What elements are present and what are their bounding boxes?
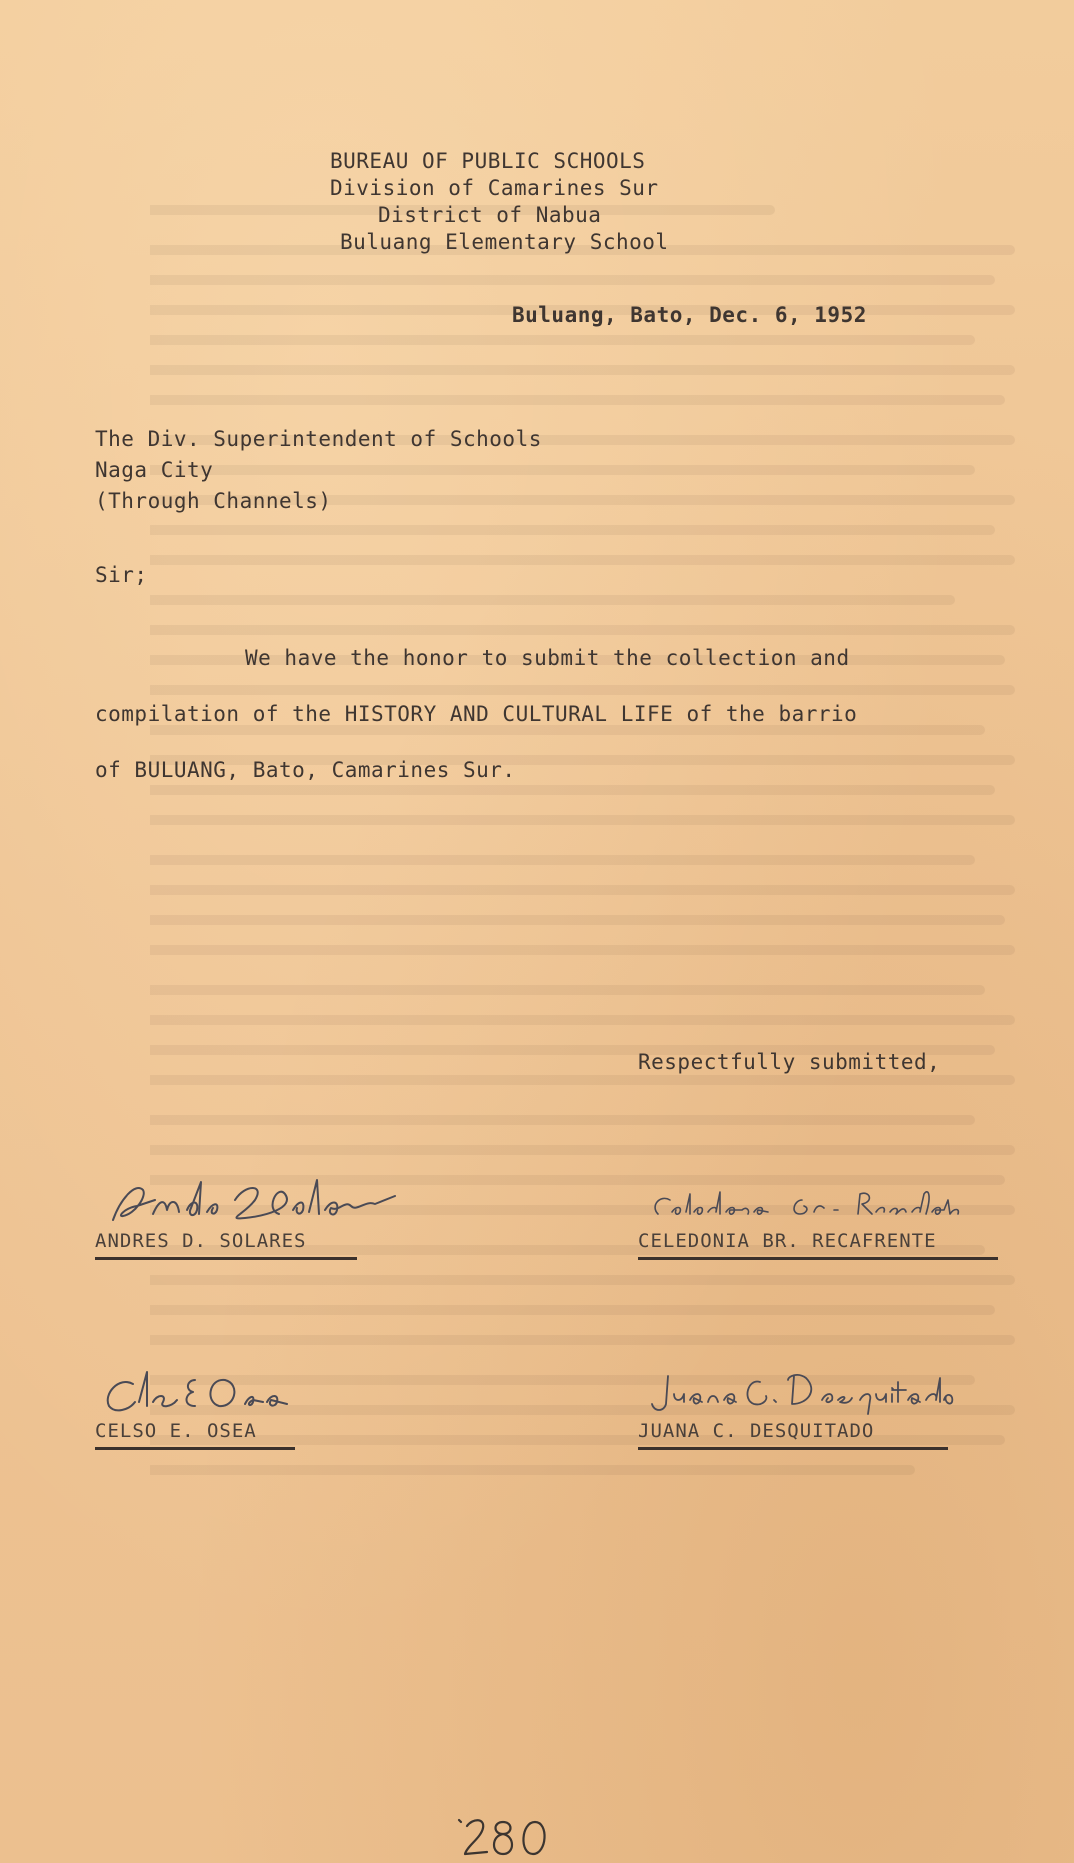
signatory-name-osea: CELSO E. OSEA: [95, 1420, 257, 1442]
signature-block-osea: [95, 1360, 455, 1450]
signature-underline: [638, 1257, 998, 1260]
bleed-through-texture: [150, 180, 1030, 1692]
letterhead-bureau: BUREAU OF PUBLIC SCHOOLS: [330, 149, 646, 173]
signature-underline: [638, 1447, 948, 1450]
signature-block-solares: [95, 1170, 455, 1260]
addressee-block: [95, 424, 542, 517]
handwritten-page-number: [455, 1812, 565, 1862]
addressee-routing: (Through Channels): [95, 489, 332, 513]
signatory-name-solares: ANDRES D. SOLARES: [95, 1230, 307, 1252]
signature-underline: [95, 1257, 357, 1260]
letterhead: [330, 148, 669, 256]
bleed-through-lines: [150, 180, 1030, 1680]
signature-block-recafrente: [638, 1170, 998, 1260]
signatory-name-recafrente: CELEDONIA BR. RECAFRENTE: [638, 1230, 937, 1252]
letterhead-district: District of Nabua: [378, 203, 602, 227]
body-line-1: We have the honor to submit the collection and: [245, 646, 850, 670]
signatory-name-desquitado: JUANA C. DESQUITADO: [638, 1420, 875, 1442]
letterhead-division: Division of Camarines Sur: [330, 176, 659, 200]
letterhead-school: Buluang Elementary School: [340, 230, 669, 254]
signature-underline: [95, 1447, 295, 1450]
addressee-city: Naga City: [95, 458, 214, 482]
closing: Respectfully submitted,: [638, 1050, 941, 1074]
letter-body: [95, 630, 995, 798]
body-line-3: of BULUANG, Bato, Camarines Sur.: [95, 758, 516, 782]
body-line-2: compilation of the HISTORY AND CULTURAL LIFE of the barrio: [95, 702, 858, 726]
salutation: Sir;: [95, 563, 148, 587]
signature-block-desquitado: [638, 1360, 998, 1450]
dateline: Buluang, Bato, Dec. 6, 1952: [512, 303, 867, 327]
addressee-title: The Div. Superintendent of Schools: [95, 427, 542, 451]
